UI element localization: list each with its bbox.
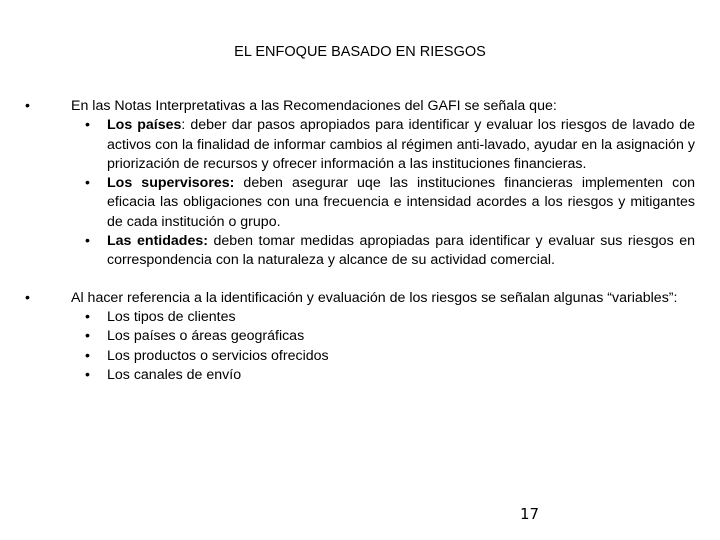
item-term: Las entidades: [107, 233, 208, 250]
bullet-marker: • [85, 308, 90, 325]
bullet-marker: • [85, 175, 90, 192]
section-gap [25, 271, 695, 289]
item-term: Los países [107, 117, 182, 134]
item-text: deben tomar medidas apropiadas para identificar y evaluar sus riesgos en correspondencia con la naturaleza y alcance de su actividad comercial. [107, 233, 695, 269]
list-item [25, 327, 695, 346]
list-item [25, 308, 695, 327]
page-number: 17 [520, 505, 540, 523]
section-2-intro: Al hacer referencia a la identificación y evaluación de los riesgos se señalan algunas “variables”: [71, 289, 678, 306]
bullet-marker: • [85, 347, 90, 364]
bullet-section-1 [25, 97, 695, 116]
item-text: Los canales de envío [107, 366, 242, 383]
bullet-marker: • [85, 233, 90, 250]
section-1-intro: En las Notas Interpretativas a las Recomendaciones del GAFI se señala que: [71, 98, 557, 114]
list-item [25, 232, 695, 271]
bullet-marker: • [25, 98, 30, 114]
bullet-section-2 [25, 289, 695, 308]
item-text: Los países o áreas geográficas [107, 328, 305, 345]
item-text: Los tipos de clientes [107, 308, 236, 325]
list-item [25, 366, 695, 385]
item-text: Los productos o servicios ofrecidos [107, 347, 329, 364]
bullet-marker: • [85, 366, 90, 383]
item-term: Los supervisores: [107, 175, 235, 192]
bullet-marker: • [85, 117, 90, 134]
page-title: EL ENFOQUE BASADO EN RIESGOS [234, 44, 486, 60]
item-text: deben asegurar uqe las instituciones financieras implementen con eficacia las obligaciones con una frecuencia e intensidad acordes a los riesgos y mitigantes de cada institución o grupo. [107, 175, 695, 230]
bullet-marker: • [85, 328, 90, 345]
slide-content [25, 97, 695, 385]
bullet-marker: • [25, 289, 30, 306]
list-item [25, 116, 695, 174]
item-text: : deber dar pasos apropiados para identificar y evaluar los riesgos de lavado de activos con la finalidad de informar cambios al régimen anti-lavado, ayudar en la asignación y priorización de recursos y ofrecer información a las instituciones financieras. [107, 117, 695, 172]
list-item [25, 347, 695, 366]
list-item [25, 174, 695, 232]
